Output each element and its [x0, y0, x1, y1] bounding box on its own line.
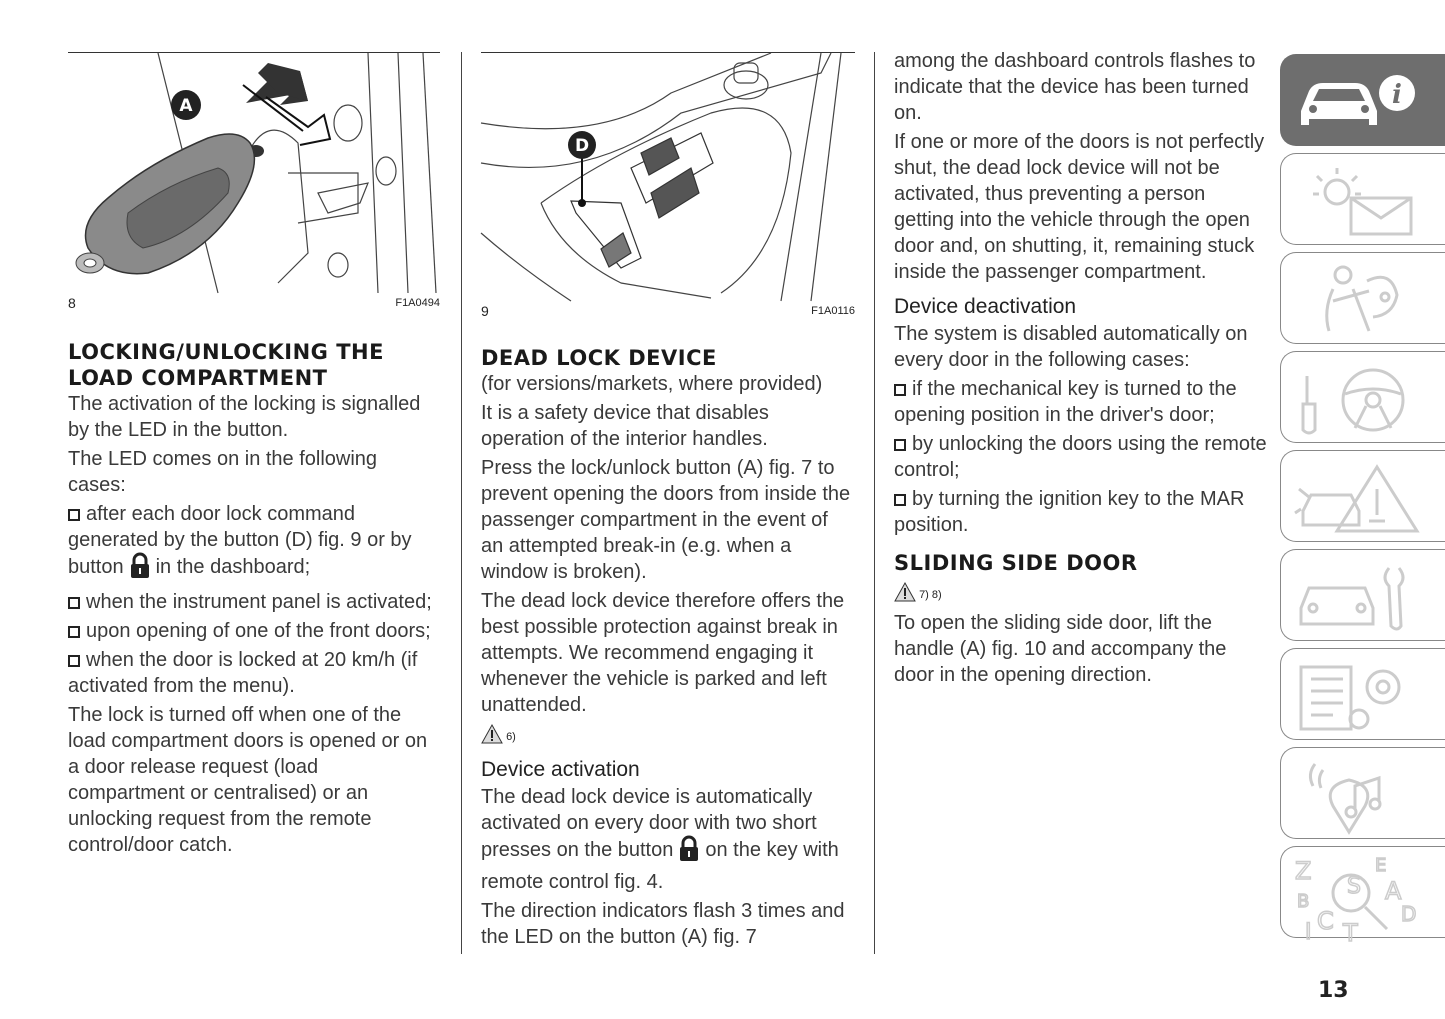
column-dead-lock-device [481, 52, 855, 950]
warning-light-message-icon [1293, 162, 1433, 238]
paragraph: among the dashboard controls flashes to indicate that the device has been turned on. [894, 50, 1256, 124]
paragraph: The direction indicators flash 3 times and the LED on the button (A) fig. 7 [481, 900, 845, 948]
multimedia-icon [1293, 756, 1433, 832]
warning-triangle-icon [894, 582, 916, 602]
bullet-item: after each door lock command generated by the button (D) fig. 9 or by button in the dashboard; [68, 501, 440, 586]
key-steering-wheel-icon [1293, 360, 1433, 436]
airbag-safety-icon [1293, 261, 1433, 337]
bullet-item: when the instrument panel is activated; [68, 589, 440, 615]
bullet-item: when the door is locked at 20 km/h (if activated from the menu). [68, 649, 418, 697]
warning-triangle-icon [481, 724, 503, 744]
section-heading: LOCKING/UNLOCKING THE LOAD COMPARTMENT [68, 340, 384, 390]
info-letter: i [1392, 80, 1402, 110]
paragraph: The dead lock device therefore offers the best possible protection against break in attempts. We recommend engaging it whenever the vehicle is parked and left unattended. [481, 590, 845, 716]
tab-maintenance[interactable] [1280, 549, 1445, 641]
tab-starting-driving[interactable] [1280, 351, 1445, 443]
svg-text:E: E [1375, 855, 1387, 876]
figure-code: F1A0116 [811, 305, 855, 317]
paragraph: The activation of the locking is signalled by the LED in the button. [68, 393, 421, 441]
bullet-item: if the mechanical key is turned to the opening position in the driver's door; [894, 378, 1237, 426]
paragraph: It is a safety device that disables operation of the interior handles. [481, 402, 769, 450]
callout-d: D [574, 136, 590, 156]
paragraph: (for versions/markets, where provided) [481, 373, 823, 395]
warning-reference: 7) 8) [894, 582, 1270, 606]
paragraph: The LED comes on in the following cases: [68, 448, 378, 496]
paragraph: The dead lock device is automatically activated on every door with two short presses on the button on the key with remote control fig. 4. [481, 786, 839, 893]
column-divider [874, 52, 875, 954]
section-heading: DEAD LOCK DEVICE [481, 346, 717, 370]
figure-code: F1A0494 [395, 297, 440, 309]
tab-multimedia[interactable] [1280, 747, 1445, 839]
bullet-square-icon [894, 439, 906, 451]
svg-text:T: T [1343, 919, 1358, 947]
figure-number: 8 [68, 295, 76, 311]
warning-reference: 6) [481, 724, 855, 748]
padlock-icon [679, 836, 699, 869]
bullet-item: by turning the ignition key to the MAR position. [894, 488, 1245, 536]
subheading: Device activation [481, 758, 640, 781]
tab-warning-lights-messages[interactable] [1280, 153, 1445, 245]
bullet-square-icon [894, 384, 906, 396]
door-panel-illustration [481, 53, 851, 301]
svg-text:I: I [1305, 920, 1312, 945]
callout-a: A [179, 96, 193, 116]
paragraph: Press the lock/unlock button (A) fig. 7 to prevent opening the doors from inside the passenger compartment in the event of an attempted break-in (e.g. when a window is broken). [481, 457, 851, 583]
svg-text:Z: Z [1295, 857, 1312, 885]
section-heading: SLIDING SIDE DOOR [894, 551, 1138, 575]
column-divider [461, 52, 462, 954]
figure-9-door-panel [481, 52, 855, 321]
svg-text:A: A [1385, 877, 1402, 905]
paragraph: The system is disabled automatically on every door in the following cases: [894, 323, 1248, 371]
bullet-square-icon [68, 655, 80, 667]
emergency-triangle-icon [1293, 459, 1433, 535]
technical-data-icon [1293, 657, 1433, 733]
paragraph: To open the sliding side door, lift the handle (A) fig. 10 and accompany the door in the opening direction. [894, 612, 1227, 686]
bullet-square-icon [894, 494, 906, 506]
figure-number: 9 [481, 303, 489, 319]
column-dead-lock-continued [894, 48, 1270, 688]
svg-text:C: C [1317, 907, 1334, 935]
svg-text:S: S [1347, 874, 1361, 899]
padlock-icon [130, 553, 150, 586]
car-info-icon [1293, 63, 1433, 139]
svg-text:D: D [1401, 902, 1417, 926]
key-fob-illustration [68, 53, 440, 293]
bullet-square-icon [68, 509, 80, 521]
car-maintenance-icon [1293, 558, 1433, 634]
bullet-item: upon opening of one of the front doors; [68, 618, 440, 644]
tab-technical-data[interactable] [1280, 648, 1445, 740]
tab-safety[interactable] [1280, 252, 1445, 344]
svg-text:B: B [1297, 891, 1310, 912]
tab-alphabetical-index[interactable] [1280, 846, 1445, 947]
tab-car-info[interactable] [1280, 54, 1445, 146]
figure-caption [68, 293, 440, 313]
bullet-square-icon [68, 597, 80, 609]
column-locking-load-compartment [68, 52, 440, 858]
figure-caption [481, 301, 855, 321]
paragraph: The lock is turned off when one of the load compartment doors is opened or on a door release request (load compartment or centralised) or an unlocking request from the remote control/door catch. [68, 704, 428, 856]
bullet-square-icon [68, 626, 80, 638]
alphabetical-index-icon [1293, 855, 1433, 947]
page-number: 13 [1318, 978, 1349, 1003]
bullet-item: by unlocking the doors using the remote control; [894, 433, 1267, 481]
subheading: Device deactivation [894, 295, 1077, 318]
figure-8-key-fob [68, 52, 440, 313]
tab-emergency[interactable] [1280, 450, 1445, 542]
paragraph: If one or more of the doors is not perfectly shut, the dead lock device will not be activated, thus preventing a person getting into the vehicle through the open door and, on shutting, it, remaining stuck inside the passenger compartment. [894, 131, 1265, 283]
